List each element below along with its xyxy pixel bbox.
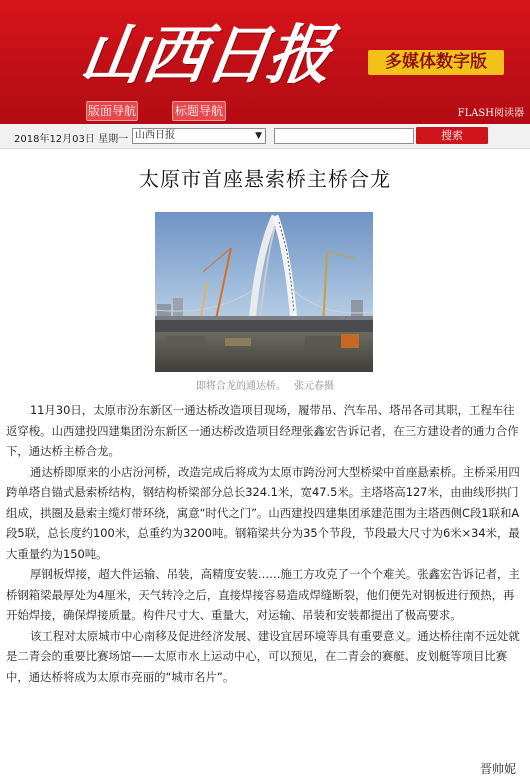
flash-reader-link[interactable]: FLASH阅读器 — [457, 108, 524, 119]
caption-text: 即将合龙的通达桥。 — [196, 381, 286, 392]
article-title: 太原市首座悬索桥主桥合龙 — [139, 167, 391, 191]
paper-select[interactable] — [132, 128, 266, 144]
search-button[interactable]: 搜索 — [416, 127, 488, 144]
search-input[interactable] — [274, 128, 414, 144]
bridge-photo — [155, 212, 373, 372]
toolbar — [0, 124, 530, 149]
photo-caption — [0, 377, 530, 392]
paragraph: 11月30日，太原市汾东新区一通达桥改造项目现场，履带吊、汽车吊、塔吊各司其职，工程车往返穿梭。山西建投四建集团汾东新区一通达桥改造项目经理张鑫宏告诉记者，在三方建设者的通力合作下，通达桥主桥合龙。 — [6, 403, 519, 458]
dropdown-arrow-icon: ▼ — [255, 131, 262, 141]
paragraph: 通达桥即原来的小店汾河桥，改造完成后将成为太原市跨汾河大型桥梁中首座悬索桥。主桥采用四跨单塔自锚式悬索桥结构，钢结构桥梁部分总长324.1米，宽47.5米。主塔塔高127米，由曲线形拱门组成，拱圈及悬索主缆灯带环绕，寓意“时代之门”。山西建投四建集团承建范围为主塔西侧C段1联和A段5联，总长度约100米，总重约为3200吨。钢箱梁共分为35个节段，节段最大尺寸为6米×34米，最大重量约为150吨。 — [6, 464, 520, 561]
paragraph: 厚钢板焊接，超大件运输、吊装，高精度安装……施工方攻克了一个个难关。张鑫宏告诉记者，主桥钢箱梁最厚处为4厘米，天气转冷之后，直接焊接容易造成焊缝断裂，他们便先对钢板进行预热，再开始焊接，确保焊接质量。构件尺寸大、重量大，对运输、吊装和安装都提出了极高要求。 — [6, 567, 520, 622]
article-body — [6, 400, 522, 687]
date-label: 2018年12月03日 星期一 — [14, 134, 129, 145]
multimedia-badge: 多媒体数字版 — [368, 50, 504, 75]
author-name: 晋帅妮 — [479, 762, 516, 776]
masthead — [0, 0, 530, 124]
paragraph: 该工程对太原城市中心南移及促进经济发展、建设宜居环境等具有重要意义。通达桥往南不远处就是二青会的重要比赛场馆——太原市水上运动中心，可以预见，在二青会的赛艇、皮划艇等项目比赛中，通达桥将成为太原市亮丽的“城市名片”。 — [6, 628, 520, 684]
page-nav-button[interactable]: 版面导航 — [86, 101, 138, 121]
photographer-credit: 张元春摄 — [294, 381, 334, 392]
newspaper-logo[interactable]: 山西日报 — [75, 18, 335, 93]
paper-select-value: 山西日报 — [135, 130, 175, 141]
title-nav-button[interactable]: 标题导航 — [172, 101, 226, 121]
